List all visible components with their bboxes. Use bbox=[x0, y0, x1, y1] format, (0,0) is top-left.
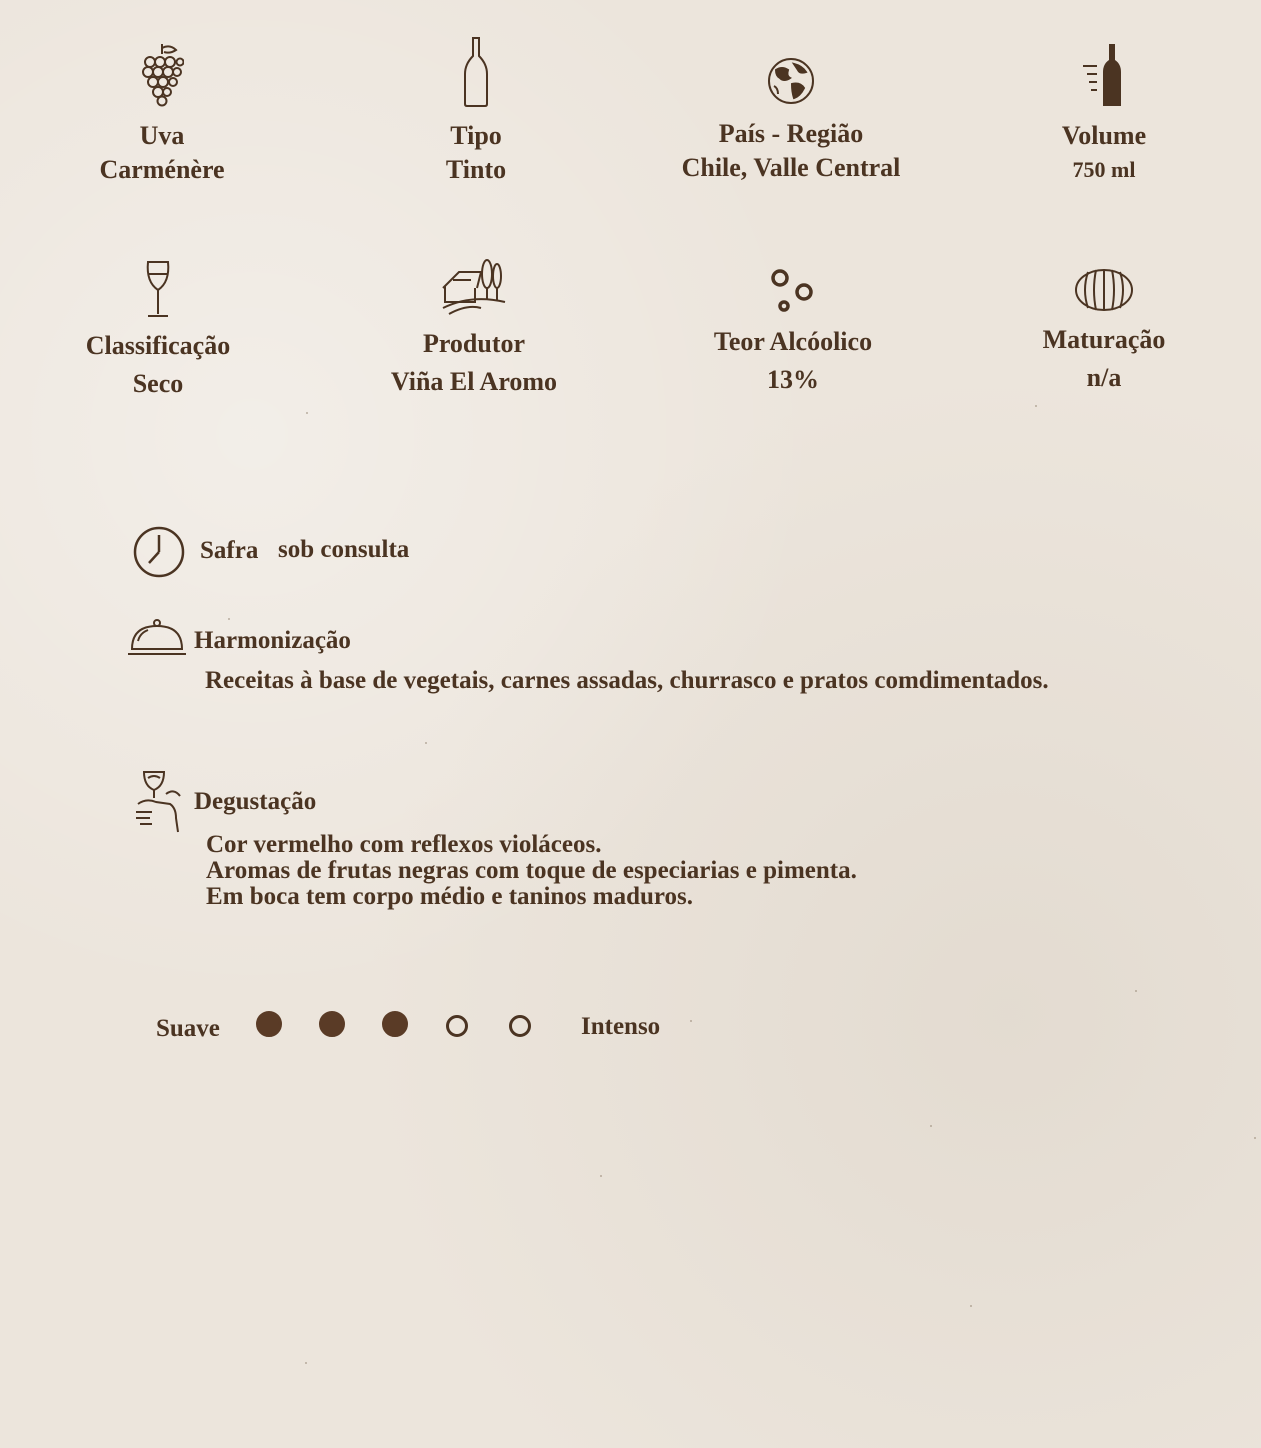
attr-label: Teor Alcóolico bbox=[713, 327, 873, 356]
tasting-hand-icon bbox=[130, 768, 184, 841]
attr-label: Classificação bbox=[85, 331, 231, 360]
attr-producer bbox=[374, 258, 574, 399]
wine-glass-icon bbox=[58, 260, 258, 327]
degustacao-line: Cor vermelho com reflexos violáceos. bbox=[206, 831, 602, 858]
attr-value: Viña El Aromo bbox=[390, 367, 558, 396]
attr-label: Volume bbox=[1061, 121, 1147, 150]
safra-label: Safra bbox=[200, 537, 259, 564]
attr-label: Produtor bbox=[422, 329, 526, 358]
degustacao-label: Degustação bbox=[194, 788, 317, 815]
attr-value: 750 ml bbox=[1072, 157, 1136, 182]
harmonizacao-label: Harmonização bbox=[194, 627, 351, 654]
bottle-icon bbox=[1004, 42, 1204, 117]
attr-value: Carménère bbox=[99, 155, 225, 184]
bottle-outline-icon bbox=[376, 36, 576, 117]
vineyard-icon bbox=[374, 258, 574, 325]
attr-label: Maturação bbox=[1042, 325, 1166, 354]
degustacao-line: Aromas de frutas negras com toque de especiarias e pimenta. bbox=[206, 857, 857, 884]
attr-label: Uva bbox=[139, 121, 185, 150]
attr-alcohol bbox=[678, 266, 908, 397]
attr-label: Tipo bbox=[450, 121, 502, 150]
barrel-icon bbox=[1004, 268, 1204, 321]
intensity-right-label: Intenso bbox=[581, 1013, 661, 1040]
intensity-left-label: Suave bbox=[156, 1015, 220, 1042]
intensity-dot bbox=[256, 1011, 282, 1037]
intensity-dot bbox=[509, 1015, 531, 1037]
cloche-icon bbox=[126, 617, 188, 662]
attr-value: Chile, Valle Central bbox=[681, 153, 901, 182]
globe-icon bbox=[656, 56, 926, 115]
intensity-dot bbox=[319, 1011, 345, 1037]
attr-value: 13% bbox=[767, 365, 819, 394]
attr-classification bbox=[58, 260, 258, 401]
intensity-dot bbox=[382, 1011, 408, 1037]
attr-value: Seco bbox=[132, 369, 184, 398]
clock-icon bbox=[132, 525, 186, 584]
degustacao-line: Em boca tem corpo médio e taninos maduros. bbox=[206, 883, 694, 910]
attr-maturation bbox=[1004, 268, 1204, 395]
attr-volume bbox=[1004, 42, 1204, 187]
harmonizacao-text: Receitas à base de vegetais, carnes assadas, churrasco e pratos comdimentados. bbox=[205, 667, 1049, 694]
attr-value: n/a bbox=[1086, 363, 1122, 392]
attr-label: País - Região bbox=[718, 119, 864, 148]
attr-value: Tinto bbox=[445, 155, 507, 184]
attr-type bbox=[376, 36, 576, 187]
grape-icon bbox=[62, 42, 262, 117]
intensity-dot bbox=[446, 1015, 468, 1037]
safra-value: sob consulta bbox=[278, 536, 410, 563]
bubbles-icon bbox=[678, 266, 908, 323]
attr-grape bbox=[62, 42, 262, 187]
attr-country bbox=[656, 56, 926, 185]
